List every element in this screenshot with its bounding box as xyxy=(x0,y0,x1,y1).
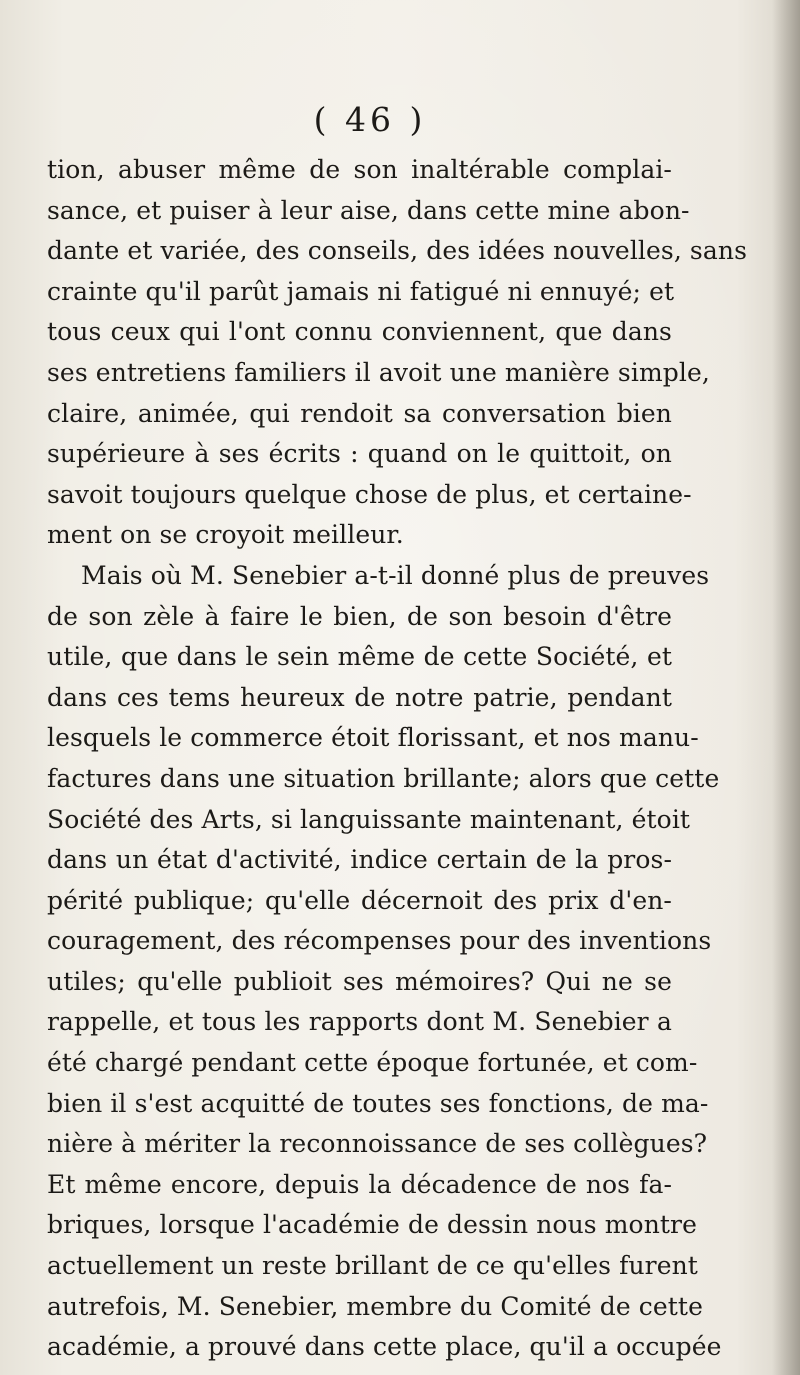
text-line: Société des Arts, si languissante maintenant, étoit xyxy=(47,804,691,834)
text-line: briques, lorsque l'académie de dessin nous montre xyxy=(47,1210,697,1240)
text-line: savoit toujours quelque chose de plus, et certaine- xyxy=(47,479,692,509)
text-line: été chargé pendant cette époque fortunée, et com- xyxy=(47,1048,698,1078)
text-line: factures dans une situation brillante; alors que cette xyxy=(47,763,720,793)
text-line: dante et variée, des conseils, des idées nouvelles, sans xyxy=(47,236,747,266)
text-line: nière à mériter la reconnoissance de ses collègues? xyxy=(47,1129,708,1159)
text-line: tion, abuser même de son inaltérable complai- xyxy=(47,155,672,184)
text-line: supérieure à ses écrits : quand on le quittoit, on xyxy=(47,439,672,469)
body-text xyxy=(47,150,747,1368)
text-line: autrefois, M. Senebier, membre du Comité de cette xyxy=(47,1291,703,1321)
paragraph-end-line: ment on se croyoit meilleur. xyxy=(47,520,404,550)
text-line: lesquels le commerce étoit florissant, et nos manu- xyxy=(47,723,699,753)
text-line: Et même encore, depuis la décadence de nos fa- xyxy=(47,1169,672,1199)
text-line: tous ceux qui l'ont connu conviennent, que dans xyxy=(47,317,672,347)
text-line: crainte qu'il parût jamais ni fatigué ni ennuyé; et xyxy=(47,276,675,306)
text-line: de son zèle à faire le bien, de son besoin d'être xyxy=(47,601,672,631)
text-line: ses entretiens familiers il avoit une manière simple, xyxy=(47,357,710,387)
page-number: ( 46 ) xyxy=(313,100,427,139)
text-line: sance, et puiser à leur aise, dans cette mine abon- xyxy=(47,195,690,225)
text-line: dans un état d'activité, indice certain de la pros- xyxy=(47,845,672,875)
text-line: académie, a prouvé dans cette place, qu'il a occupée xyxy=(47,1332,722,1362)
text-line: périté publique; qu'elle décernoit des prix d'en- xyxy=(47,885,672,915)
text-line: rappelle, et tous les rapports dont M. Senebier a xyxy=(47,1007,672,1037)
text-line: dans ces tems heureux de notre patrie, pendant xyxy=(47,682,672,712)
paragraph-start-line: Mais où M. Senebier a-t-il donné plus de preuves xyxy=(81,560,710,590)
text-line: claire, animée, qui rendoit sa conversation bien xyxy=(47,398,672,428)
text-line: couragement, des récompenses pour des inventions xyxy=(47,926,712,956)
text-line: actuellement un reste brillant de ce qu'elles furent xyxy=(47,1251,698,1281)
text-line: utiles; qu'elle publioit ses mémoires? Qui ne se xyxy=(47,966,672,996)
text-line: utile, que dans le sein même de cette Société, et xyxy=(47,642,672,672)
text-line: bien il s'est acquitté de toutes ses fonctions, de ma- xyxy=(47,1088,709,1118)
